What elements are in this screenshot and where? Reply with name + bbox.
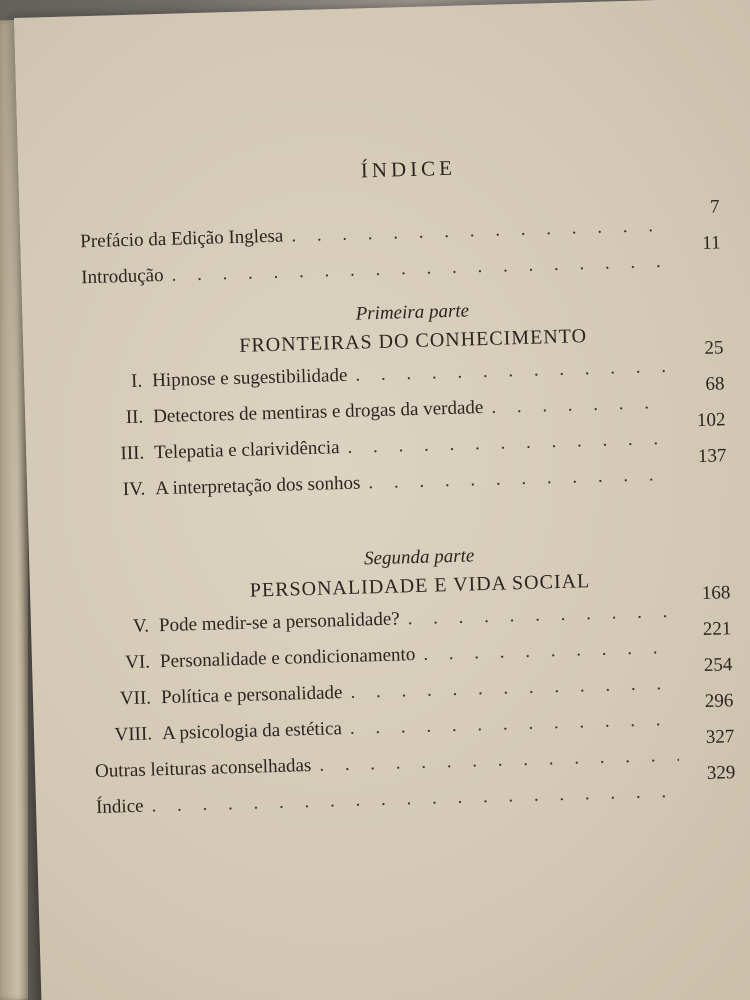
toc-entry-label: Prefácio da Edição Inglesa xyxy=(79,225,284,253)
toc-entry-label: Índice xyxy=(95,795,144,819)
toc-entry-page: 329 xyxy=(706,762,736,784)
toc-entry-page: 137 xyxy=(697,445,727,468)
toc-entry-number: VII. xyxy=(119,687,152,710)
toc-entry-number: IV. xyxy=(122,478,146,501)
toc-entry-page: 68 xyxy=(705,373,725,395)
toc-entry-page: 254 xyxy=(703,654,733,676)
part-1-title: FRONTEIRAS DO CONHECIMENTO xyxy=(238,325,588,357)
toc-entry-number: III. xyxy=(120,442,145,465)
toc-entry-number: V. xyxy=(132,615,150,637)
toc-leader-dots xyxy=(407,601,675,630)
toc-entry-label: Detectores de mentiras e drogas da verdade xyxy=(152,397,484,428)
toc-entry-label: Introdução xyxy=(80,264,164,289)
toc-entry-page: 221 xyxy=(702,618,732,641)
toc-entry-page: 102 xyxy=(696,409,726,432)
part-2-title: PERSONALIDADE E VIDA SOCIAL xyxy=(249,570,591,602)
toc-entry-number: I. xyxy=(130,370,143,392)
toc-entry-number: II. xyxy=(125,406,144,429)
toc-entry-number: VIII. xyxy=(114,723,153,746)
toc-entry-page: 296 xyxy=(704,690,734,712)
toc-title: ÍNDICE xyxy=(360,155,457,183)
toc-entry-page: 327 xyxy=(705,726,735,748)
toc-entry-label: Política e personalidade xyxy=(160,682,343,709)
toc-leader-dots xyxy=(355,356,668,387)
toc-entry-number: VI. xyxy=(124,651,151,674)
toc-entry-page: 11 xyxy=(701,232,721,254)
toc-entry-label: Pode medir-se a personalidade? xyxy=(158,608,400,637)
toc-entry-label: Telepatia e clarividência xyxy=(153,437,340,464)
toc-entry-label: Hipnose e sugestibilidade xyxy=(151,364,348,392)
toc-entry-page: 25 xyxy=(704,337,724,359)
toc-entry-page: 7 xyxy=(709,196,720,218)
toc-entry-label: A interpretação dos sonhos xyxy=(154,472,361,500)
toc-leader-dots xyxy=(291,215,664,247)
toc-entry-label: Outras leituras aconselhadas xyxy=(94,754,312,783)
toc-leader-dots xyxy=(491,392,669,419)
table-of-contents xyxy=(78,148,736,833)
toc-entry-label: A psicologia da estética xyxy=(161,718,343,745)
part-1-label: Primeira parte xyxy=(355,300,470,325)
part-2-label: Segunda parte xyxy=(363,545,475,570)
toc-entry-page: 168 xyxy=(701,582,731,605)
toc-entry-label: Personalidade e condicionamento xyxy=(159,644,416,673)
book-page xyxy=(14,0,750,1000)
